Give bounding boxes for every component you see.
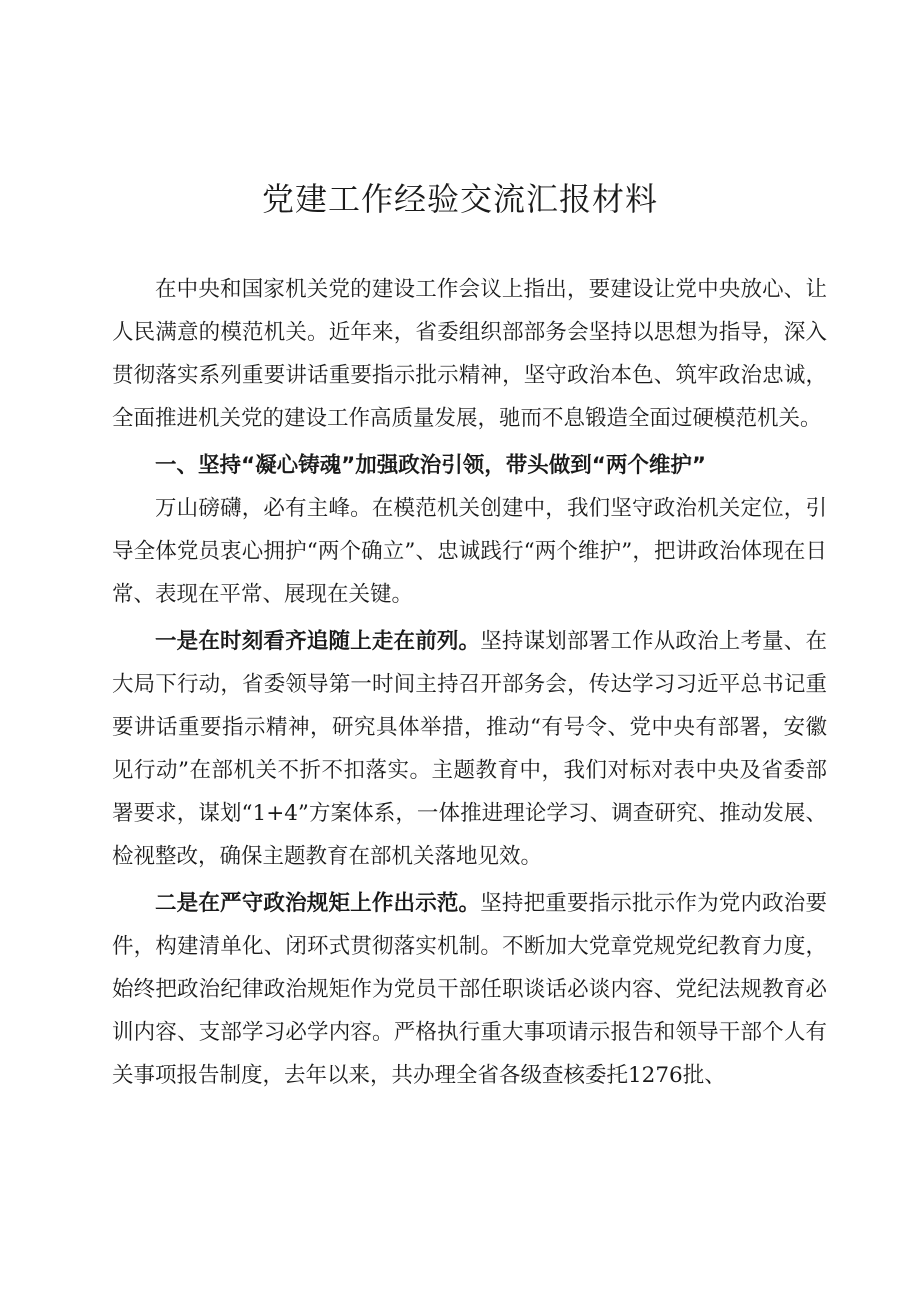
point-two-text: 坚持把重要指示批示作为党内政治要件，构建清单化、闭环式贯彻落实机制。不断加大党章党规党纪教育力度，始终把政治纪律政治规矩作为党员干部任职谈话必谈内容、党纪法规教育必训内容、支部学习必学内容。严格执行重大事项请示报告和领导干部个人有关事项报告制度，去年以来，共办理全省各级查核委托1276批、 (112, 891, 827, 1088)
point-one-lead: 一是在时刻看齐追随上走在前列。 (155, 629, 481, 654)
point-two-lead: 二是在严守政治规矩上作出示范。 (155, 891, 481, 916)
document-body (112, 268, 827, 1097)
point-one-text: 坚持谋划部署工作从政治上考量、在大局下行动，省委领导第一时间主持召开部务会，传达学习习近平总书记重要讲话重要指示精神，研究具体举措，推动“有号令、党中央有部署，安徽见行动”在部机关不折不扣落实。主题教育中，我们对标对表中央及省委部署要求，谋划“1+4”方案体系，一体推进理论学习、调查研究、推动发展、检视整改，确保主题教育在部机关落地见效。 (112, 629, 827, 869)
point-two-paragraph (112, 882, 827, 1097)
point-one-paragraph (112, 620, 827, 878)
intro-paragraph: 在中央和国家机关党的建设工作会议上指出，要建设让党中央放心、让人民满意的模范机关。近年来，省委组织部部务会坚持以思想为指导，深入贯彻落实系列重要讲话重要指示批示精神，坚守政治本色、筑牢政治忠诚，全面推进机关党的建设工作高质量发展，驰而不息锻造全面过硬模范机关。 (112, 277, 827, 431)
section-heading: 一、坚持“凝心铸魂”加强政治引领，带头做到“两个维护” (155, 453, 707, 478)
document-title: 党建工作经验交流汇报材料 (261, 180, 658, 218)
section-intro-paragraph: 万山磅礴，必有主峰。在模范机关创建中，我们坚守政治机关定位，引导全体党员衷心拥护“两个确立”、忠诚践行“两个维护”，把讲政治体现在日常、表现在平常、展现在关键。 (112, 496, 827, 607)
